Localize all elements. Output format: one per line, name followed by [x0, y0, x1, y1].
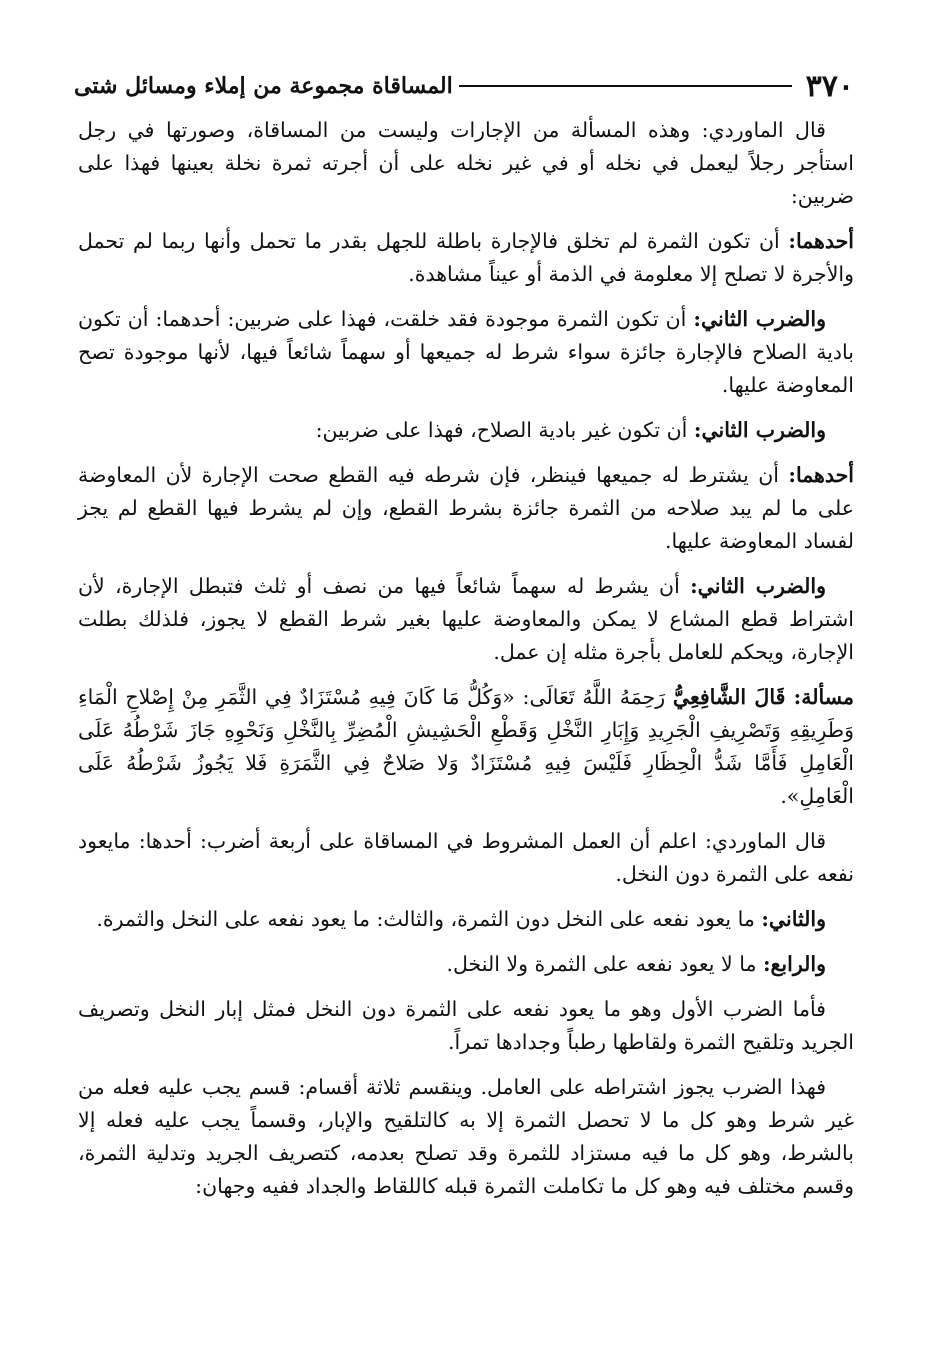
paragraph: [78, 303, 854, 402]
page-body: [78, 114, 854, 1215]
paragraph: [78, 993, 854, 1059]
paragraph-text: أن تكون الثمرة موجودة فقد خلقت، فهذا على ضربين: أحدهما: أن تكون بادية الصلاح فالإجارة جائزة سواء شرط له جميعها أو سهماً شائعاً فيها، لأنها موجودة تصح المعاوضة عليها.: [78, 307, 854, 397]
paragraph-text: قال الماوردي: اعلم أن العمل المشروط في المساقاة على أربعة أضرب: أحدها: مايعود نفعه على الثمرة دون النخل.: [78, 829, 854, 886]
paragraph-text: قال الماوردي: وهذه المسألة من الإجارات وليست من المساقاة، وصورتها في رجل استأجر رجلاً ليعمل في نخله أو في غير نخله على أن أجرته ثمرة نخلة بعينها فهذا على ضربين:: [78, 118, 854, 208]
paragraph-heading: أحدهما:: [788, 229, 854, 253]
paragraph-text: أن يشرط له سهماً شائعاً فيها من نصف أو ثلث فتبطل الإجارة، لأن اشتراط قطع المشاع لا يمكن والمعاوضة عليها بغير شرط القطع لا يجوز، فلذلك بطلت الإجارة، ويحكم للعامل بأجرة مثله إن عمل.: [78, 574, 854, 664]
paragraph-text: فهذا الضرب يجوز اشتراطه على العامل. وينقسم ثلاثة أقسام: قسم يجب عليه فعله من غير شرط وهو كل ما لا تحصل الثمرة إلا به كالتلقيح والإبار، وقسماً يجب عليه فعله إلا بالشرط، وهو كل ما فيه مستزاد للثمرة وقد تصلح بعدمه، كتصريف الجريد وتدلية الثمرة، وقسم مختلف فيه وهو كل ما تكاملت الثمرة قبله كاللقاط والجداد ففيه وجهان:: [78, 1075, 854, 1198]
paragraph-text: ما لا يعود نفعه على الثمرة ولا النخل.: [446, 952, 763, 976]
paragraph-text: فأما الضرب الأول وهو ما يعود نفعه على الثمرة دون النخل فمثل إبار النخل وتصريف الجريد وتلقيح الثمرة ولقاطها رطباً وجدادها تمراً.: [78, 997, 854, 1054]
paragraph: [78, 948, 854, 981]
paragraph: [78, 825, 854, 891]
paragraph-heading: والضرب الثاني:: [690, 574, 826, 598]
paragraph: [78, 1071, 854, 1203]
paragraph-heading: أحدهما:: [788, 463, 854, 487]
paragraph-heading: مسألة: قَالَ الشَّافِعِيُّ: [672, 685, 855, 709]
paragraph-heading: والثاني:: [761, 907, 826, 931]
paragraph: [78, 459, 854, 558]
paragraph: [78, 225, 854, 291]
page-number: ٣٧٠: [805, 68, 854, 104]
paragraph: [78, 114, 854, 213]
paragraph-text: ما يعود نفعه على النخل دون الثمرة، والثالث: ما يعود نفعه على النخل والثمرة.: [96, 907, 762, 931]
paragraph: [78, 681, 854, 813]
paragraph-heading: والضرب الثاني:: [693, 307, 826, 331]
paragraph-text: أن تكون الثمرة لم تخلق فالإجارة باطلة للجهل بقدر ما تحمل وأنها ربما لم تحمل والأجرة لا تصلح إلا معلومة في الذمة أو عيناً مشاهدة.: [78, 229, 854, 286]
page-header: [74, 66, 854, 106]
running-title: المساقاة مجموعة من إملاء ومسائل شتى: [74, 73, 453, 99]
paragraph: [78, 570, 854, 669]
paragraph: [78, 414, 854, 447]
paragraph-text: أن يشترط له جميعها فينظر، فإن شرطه فيه القطع صحت الإجارة لأن المعاوضة على ما لم يبد صلاحه من الثمرة جائزة بشرط القطع، وإن لم يشرط فيها القطع لم يجز لفساد المعاوضة عليها.: [78, 463, 854, 553]
paragraph-text: رَحِمَهُ اللَّهُ تَعَالَى: «وَكُلُّ مَا كَانَ فِيهِ مُسْتَزَادٌ فِي الثَّمَرِ مِنْ إِصْلاحِ الْمَاءِ وَطَرِيقِهِ وَتَصْرِيفِ الْجَرِيدِ وَإِبَارِ النَّخْلِ وَقَطْعِ الْحَشِيشِ الْمُضِرِّ بِالنَّخْلِ وَنَحْوِهِ جَازَ شَرْطُهُ عَلَى الْعَامِلِ فَأَمَّا شَدُّ الْحِظَارِ فَلَيْسَ فِيهِ مُسْتَزَادٌ وَلا صَلاحٌ فِي الثَّمَرَةِ فَلا يَجُوزُ شَرْطُهُ عَلَى الْعَامِلِ».: [78, 685, 854, 808]
header-rule: [459, 85, 792, 87]
paragraph: [78, 903, 854, 936]
paragraph-heading: والضرب الثاني:: [693, 418, 826, 442]
paragraph-heading: والرابع:: [762, 952, 826, 976]
paragraph-text: أن تكون غير بادية الصلاح، فهذا على ضربين:: [315, 418, 694, 442]
